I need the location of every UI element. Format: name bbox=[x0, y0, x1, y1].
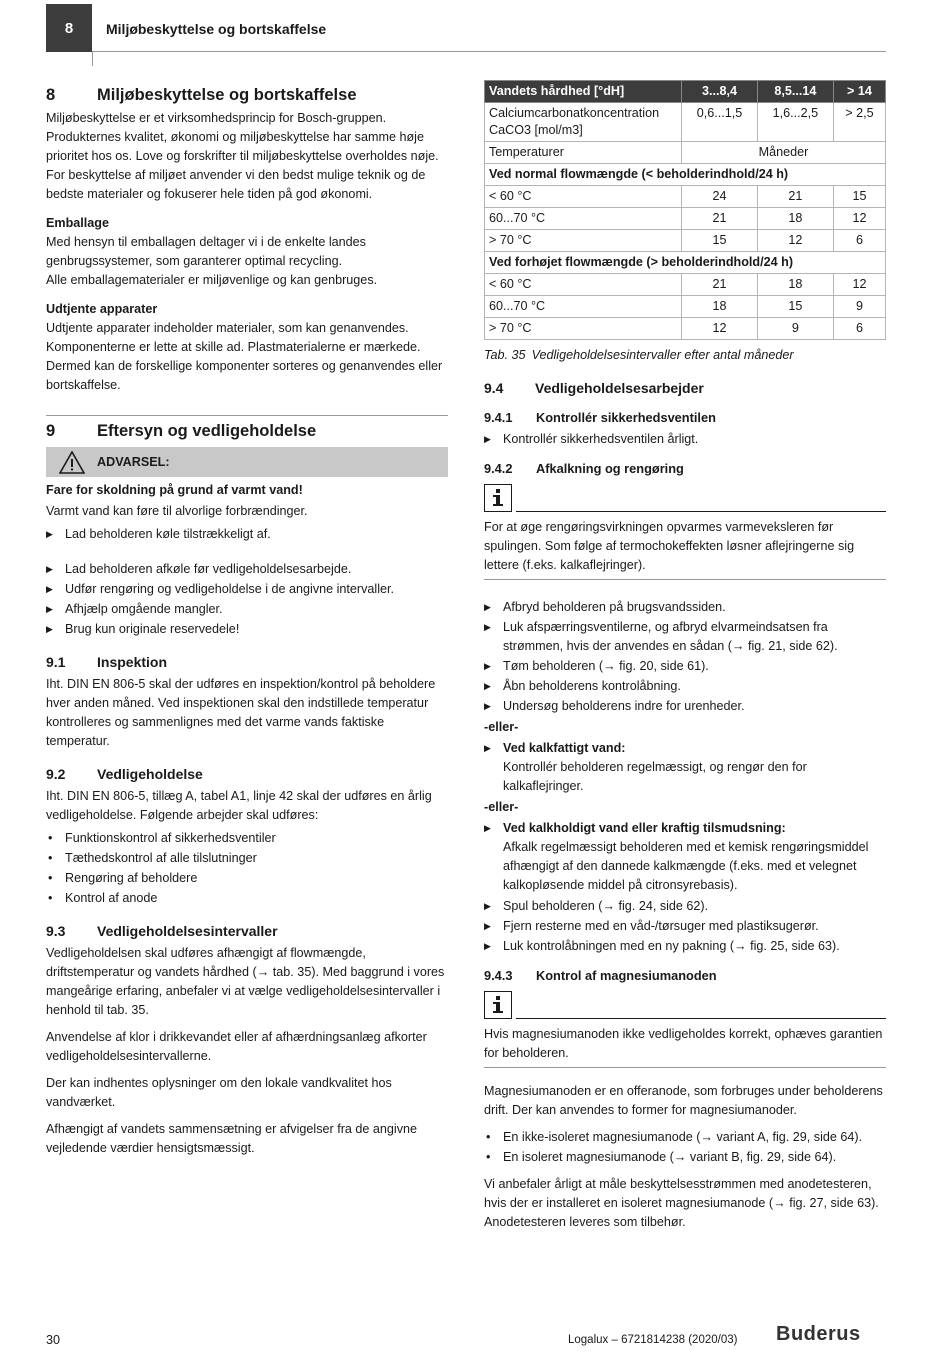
table-cell: 12 bbox=[833, 274, 885, 296]
table-row bbox=[485, 103, 886, 142]
table-cell: < 60 °C bbox=[485, 274, 682, 296]
used-devices-heading: Udtjente apparater bbox=[46, 302, 158, 316]
anode-types-list bbox=[484, 1128, 886, 1167]
descaling-steps bbox=[484, 598, 886, 716]
table-cell: 15 bbox=[757, 296, 833, 318]
used-devices-text: Udtjente apparater indeholder materialer, som kan genanvendes. Komponenterne er lette at skille ad. Plastmaterialerne er mærkede. Dermed kan de forskellige komponenter sorteres og genanvendes eller bortskaffelse. bbox=[46, 321, 443, 392]
chapter-number: 8 bbox=[64, 19, 74, 37]
table-cell: 6 bbox=[833, 230, 885, 252]
info-text: Hvis magnesiumanoden ikke vedligeholdes korrekt, ophæves garantien for beholderen. bbox=[484, 1025, 886, 1068]
list-item: ▶ Afhjælp omgående mangler. bbox=[46, 600, 448, 619]
section-9-heading: 9 Eftersyn og vedligeholdelse bbox=[46, 422, 317, 440]
warning-action-list bbox=[46, 525, 448, 544]
table-cell: 9 bbox=[833, 296, 885, 318]
list-item: ▶ Tøm beholderen (→ fig. 20, side 61). bbox=[484, 657, 886, 676]
chapter-number-tab bbox=[46, 4, 92, 52]
anode-paragraph-1: Magnesiumanoden er en offeranode, som forbruges under beholderens drift. Der kan anvendes to former for magnesiumanoder. bbox=[484, 1084, 883, 1117]
table-row bbox=[485, 186, 886, 208]
section-8-heading: 8 Miljøbeskyttelse og bortskaffelse bbox=[46, 86, 357, 104]
maintenance-text: Iht. DIN EN 806-5, tillæg A, tabel A1, linje 42 skal der udføres en årlig vedligeholdelse. Følgende arbejder skal udføres: bbox=[46, 789, 432, 822]
document-reference: Logalux – 6721814238 (2020/03) bbox=[568, 1334, 738, 1346]
packaging-text-2: Alle emballagematerialer er miljøvenlige og kan genbruges. bbox=[46, 273, 378, 287]
table-cell: 24 bbox=[682, 186, 758, 208]
section-8-intro: Miljøbeskyttelse er et virksomhedsprincip for Bosch-gruppen. Produkternes kvalitet, økonomi og miljøbeskyttelse har samme høje prioritet hos os. Love og forskrifter til miljøbeskyttelse overholdes nøje. For beskyttelse af miljøet anvender vi den bedst mulige teknik og de bedste materialer og fokuserer hele tiden på god økonomi. bbox=[46, 111, 439, 201]
table-cell: 15 bbox=[682, 230, 758, 252]
table-cell: Calciumcarbonatkoncentration CaCO3 [mol/m3] bbox=[485, 103, 682, 142]
table-header-cell: Vandets hårdhed [°dH] bbox=[485, 81, 682, 103]
info-rule bbox=[516, 1018, 886, 1019]
list-item: • En ikke-isoleret magnesiumanode (→ variant A, fig. 29, side 64). bbox=[484, 1128, 886, 1147]
section-9-1-heading: 9.1 Inspektion bbox=[46, 654, 168, 670]
table-cell: 18 bbox=[757, 208, 833, 230]
left-column bbox=[46, 80, 448, 1166]
table-cell: 18 bbox=[682, 296, 758, 318]
table-cell: 18 bbox=[757, 274, 833, 296]
table-cell: 21 bbox=[682, 274, 758, 296]
table-caption-text: Vedligeholdelsesintervaller efter antal måneder bbox=[531, 348, 794, 362]
table-cell: 15 bbox=[833, 186, 885, 208]
maintenance-task-list bbox=[46, 829, 448, 908]
warning-banner bbox=[46, 447, 448, 477]
warning-headline: Fare for skoldning på grund af varmt vand! bbox=[46, 483, 303, 497]
warning-triangle-icon bbox=[46, 451, 97, 474]
table-cell: Ved normal flowmængde (< beholderindhold/24 h) bbox=[485, 164, 886, 186]
list-item: ▶ Ved kalkholdigt vand eller kraftig tilsmudsning: Afkalk regelmæssigt beholderen med et kemisk rengøringsmiddel afhængigt af den dannede kalkmængde (f.eks. med et velegnet kalkopløsende middel på citronsyrebasis). bbox=[484, 819, 886, 895]
table-cell: 60...70 °C bbox=[485, 296, 682, 318]
table-section-row bbox=[485, 164, 886, 186]
hard-water-list bbox=[484, 819, 886, 895]
table-cell: 60...70 °C bbox=[485, 208, 682, 230]
list-item: ▶ Undersøg beholderens indre for urenheder. bbox=[484, 697, 886, 716]
table-cell: 9 bbox=[757, 318, 833, 340]
table-row bbox=[485, 296, 886, 318]
table-header-row bbox=[485, 81, 886, 103]
running-header-title: Miljøbeskyttelse og bortskaffelse bbox=[106, 21, 327, 37]
right-column bbox=[484, 80, 886, 1240]
or-label: -eller- bbox=[484, 800, 519, 814]
section-9-4-heading: 9.4 Vedligeholdelsesarbejder bbox=[484, 380, 704, 396]
info-icon bbox=[484, 484, 512, 512]
inspection-text: Iht. DIN EN 806-5 skal der udføres en inspektion/kontrol på beholdere hver anden måned. Ved inspektionen skal den indstillede temperatur kontrolleres og sammenlignes med det varme vands faktiske temperatur. bbox=[46, 677, 436, 748]
list-item: ▶ Spul beholderen (→ fig. 24, side 62). bbox=[484, 897, 886, 916]
table-cell: 0,6...1,5 bbox=[682, 103, 758, 142]
info-icon bbox=[484, 991, 512, 1019]
section-9-3-heading: 9.3 Vedligeholdelsesintervaller bbox=[46, 923, 278, 939]
list-item: • Rengøring af beholdere bbox=[46, 869, 448, 888]
table-row bbox=[485, 318, 886, 340]
packaging-text: Med hensyn til emballagen deltager vi i de enkelte landes genbrugssystemer, som garanterer optimal recycling. bbox=[46, 235, 366, 268]
list-item: ▶ Luk afspærringsventilerne, og afbryd elvarmeindsatsen fra strømmen, hvis der anvendes en sådan (→ fig. 21, side 62). bbox=[484, 618, 886, 656]
table-cell: 1,6...2,5 bbox=[757, 103, 833, 142]
table-cell: 12 bbox=[757, 230, 833, 252]
list-item: • Funktionskontrol af sikkerhedsventiler bbox=[46, 829, 448, 848]
packaging-heading: Emballage bbox=[46, 216, 109, 230]
table-cell: > 2,5 bbox=[833, 103, 885, 142]
list-item: ▶ Lad beholderen køle tilstrækkeligt af. bbox=[46, 525, 448, 544]
table-header-cell: 3...8,4 bbox=[682, 81, 758, 103]
page-number: 30 bbox=[46, 1333, 61, 1347]
list-item: ▶ Afbryd beholderen på brugsvandssiden. bbox=[484, 598, 886, 617]
table-caption-number: Tab. 35 bbox=[484, 348, 526, 362]
table-section-row bbox=[485, 252, 886, 274]
list-item: • Tæthedskontrol af alle tilslutninger bbox=[46, 849, 448, 868]
or-label: -eller- bbox=[484, 720, 519, 734]
anode-paragraph-2: Vi anbefaler årligt at måle beskyttelsesstrømmen med anodetesteren, hvis der er installeret en isoleret magnesiumanode (→ fig. 27, side 63). Anodetesteren leveres som tilbehør. bbox=[484, 1177, 879, 1229]
intervals-paragraph-4: Afhængigt af vandets sammensætning er afvigelser fra de angivne vejledende værdier hensigtsmæssigt. bbox=[46, 1122, 418, 1155]
calc-unit: CaCO3 [mol/m3] bbox=[489, 123, 583, 137]
table-cell: Ved forhøjet flowmængde (> beholderindhold/24 h) bbox=[485, 252, 886, 274]
info-note bbox=[484, 991, 886, 1019]
table-row bbox=[485, 208, 886, 230]
section-divider bbox=[46, 415, 448, 416]
section-9-4-1-heading: 9.4.1 Kontrollér sikkerhedsventilen bbox=[484, 410, 716, 425]
intervals-paragraph-3: Der kan indhentes oplysninger om den lokale vandkvalitet hos vandværket. bbox=[46, 1076, 392, 1109]
soft-water-list bbox=[484, 739, 886, 796]
warning-text: Varmt vand kan føre til alvorlige forbrændinger. bbox=[46, 504, 308, 518]
list-item: ▶ Lad beholderen afkøle før vedligeholdelsesarbejde. bbox=[46, 560, 448, 579]
table-row bbox=[485, 274, 886, 296]
list-item: • En isoleret magnesiumanode (→ variant B, fig. 29, side 64). bbox=[484, 1148, 886, 1167]
list-item: ▶ Udfør rengøring og vedligeholdelse i de angivne intervaller. bbox=[46, 580, 448, 599]
table-caption bbox=[484, 346, 886, 365]
table-header-cell: 8,5...14 bbox=[757, 81, 833, 103]
table-cell: > 70 °C bbox=[485, 318, 682, 340]
table-cell: Temperaturer bbox=[485, 142, 682, 164]
list-item: ▶ Fjern resterne med en våd-/tørsuger med plastiksugerør. bbox=[484, 917, 886, 936]
table-cell: Måneder bbox=[682, 142, 886, 164]
table-cell: 12 bbox=[833, 208, 885, 230]
intervals-paragraph-1: Vedligeholdelsen skal udføres afhængigt af flowmængde, driftstemperatur og vandets hårdhed (→ tab. 35). Med baggrund i vores mangeårige erfaring, anbefaler vi at vælge vedligeholdelsesintervaller i henhold til tab. 35. bbox=[46, 946, 445, 1017]
safety-valve-list bbox=[484, 430, 886, 449]
section-9-2-heading: 9.2 Vedligeholdelse bbox=[46, 766, 203, 782]
table-cell: 12 bbox=[682, 318, 758, 340]
table-cell: 6 bbox=[833, 318, 885, 340]
brand-logo: Buderus bbox=[776, 1323, 861, 1345]
section-9-4-2-heading: 9.4.2 Afkalkning og rengøring bbox=[484, 461, 684, 476]
list-item: ▶ Luk kontrolåbningen med en ny pakning (→ fig. 25, side 63). bbox=[484, 937, 886, 956]
warning-label: ADVARSEL: bbox=[97, 454, 170, 469]
table-cell: 21 bbox=[757, 186, 833, 208]
info-note bbox=[484, 484, 886, 512]
maintenance-action-list bbox=[46, 560, 448, 639]
header-rule bbox=[92, 51, 886, 52]
table-cell: > 70 °C bbox=[485, 230, 682, 252]
rinse-steps bbox=[484, 897, 886, 956]
table-header-cell: > 14 bbox=[833, 81, 885, 103]
table-cell: 21 bbox=[682, 208, 758, 230]
maintenance-interval-table bbox=[484, 80, 886, 340]
table-cell: < 60 °C bbox=[485, 186, 682, 208]
list-item: ▶ Ved kalkfattigt vand: Kontrollér beholderen regelmæssigt, og rengør den for kalkaflejringer. bbox=[484, 739, 886, 796]
list-item: ▶ Åbn beholderens kontrolåbning. bbox=[484, 677, 886, 696]
list-item: ▶ Brug kun originale reservedele! bbox=[46, 620, 448, 639]
table-row bbox=[485, 142, 886, 164]
section-9-4-3-heading: 9.4.3 Kontrol af magnesiumanoden bbox=[484, 968, 717, 983]
table-row bbox=[485, 230, 886, 252]
list-item: • Kontrol af anode bbox=[46, 889, 448, 908]
info-text: For at øge rengøringsvirkningen opvarmes varmeveksleren før spulingen. Som følge af termochokeffekten løsner aflejringerne sig lettere (f.eks. kalkaflejringer). bbox=[484, 518, 886, 580]
intervals-paragraph-2: Anvendelse af klor i drikkevandet eller af afhærdningsanlæg afkorter vedligeholdelsesintervallerne. bbox=[46, 1030, 427, 1063]
header-divider bbox=[92, 52, 93, 66]
info-rule bbox=[516, 511, 886, 512]
list-item: ▶ Kontrollér sikkerhedsventilen årligt. bbox=[484, 430, 886, 449]
